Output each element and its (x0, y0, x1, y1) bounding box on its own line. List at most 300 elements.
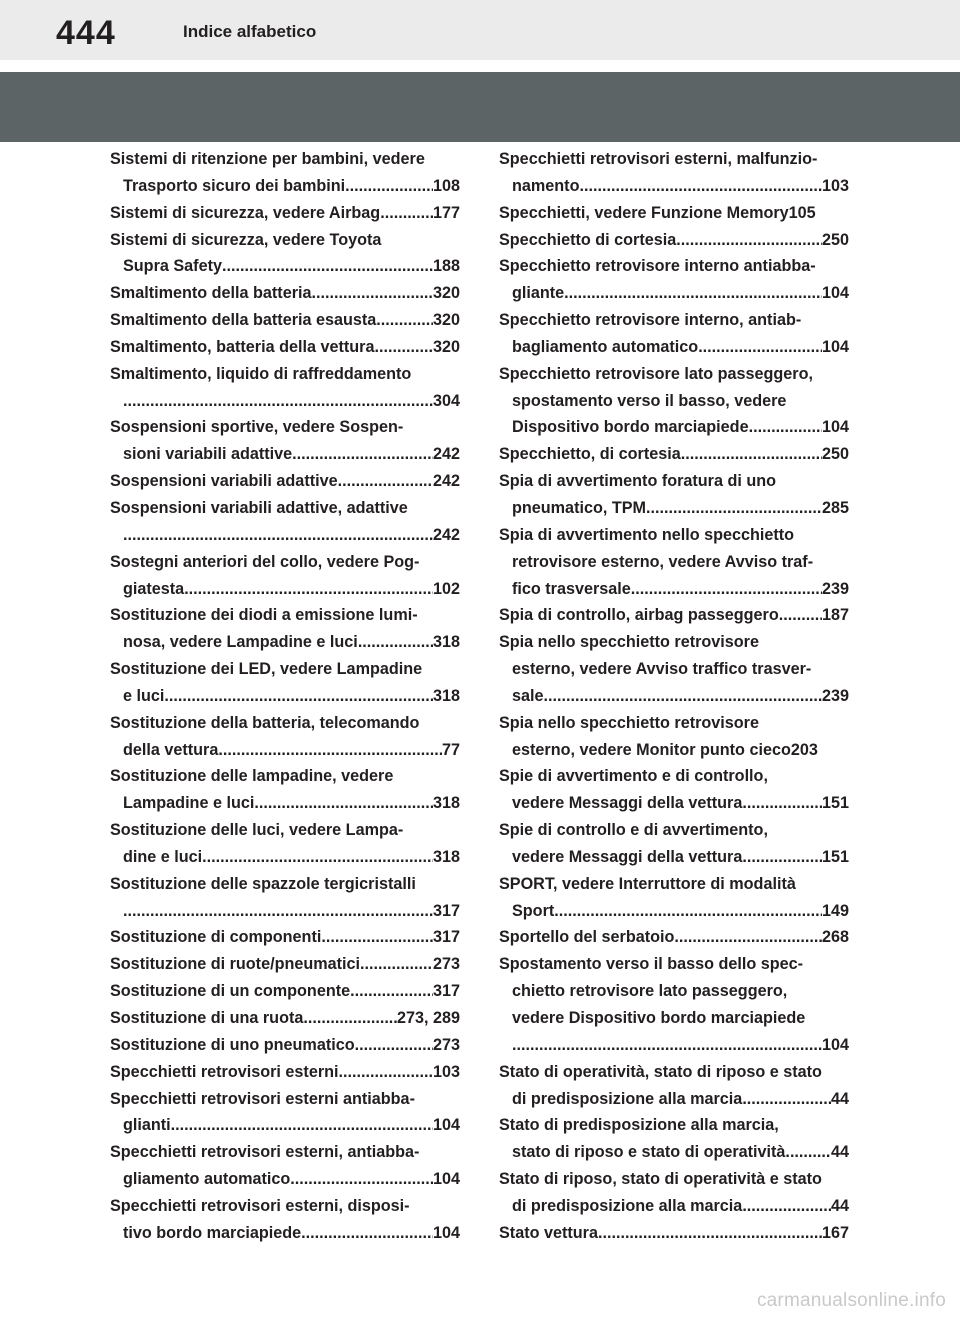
index-entry-line (499, 1005, 849, 1032)
page-reference: 242 (432, 445, 460, 464)
dot-leader (698, 334, 822, 361)
index-entry-line (110, 790, 460, 817)
index-entry-line (499, 307, 849, 334)
page-reference: 242 (432, 525, 460, 544)
index-entry-line (499, 1193, 849, 1220)
page-reference: 268 (821, 928, 849, 947)
page-reference: 188 (432, 257, 460, 276)
page-number: 444 (56, 14, 116, 52)
entry-text: Sistemi di sicurezza, vedere Toyota (110, 230, 382, 249)
entry-text: Specchietto retrovisore lato passeggero, (499, 364, 813, 383)
index-entry (499, 522, 849, 603)
dot-leader (564, 280, 822, 307)
entry-text: gliamento automatico (123, 1170, 291, 1189)
entry-text: Stato di riposo, stato di operatività e stato (499, 1170, 822, 1189)
index-entry-line (110, 898, 460, 925)
entry-text: pneumatico, TPM (512, 498, 647, 517)
index-entry-line (110, 441, 460, 468)
section-title: Indice alfabetico (183, 22, 317, 41)
dot-leader (350, 978, 433, 1005)
index-entry-line (499, 522, 849, 549)
entry-text: Sostituzione della batteria, telecomando (110, 713, 420, 732)
index-entry-line (499, 253, 849, 280)
dot-leader (742, 1193, 831, 1220)
index-entry-line (499, 227, 849, 254)
index-entry (110, 227, 460, 281)
index-entry (499, 1166, 849, 1220)
index-entry-line (499, 656, 849, 683)
index-entry (110, 1193, 460, 1247)
index-entry (499, 253, 849, 307)
index-entry (110, 817, 460, 871)
dot-leader (790, 1139, 831, 1166)
index-entry (499, 441, 849, 468)
entry-text: Specchietto, di cortesia (499, 445, 681, 464)
page-reference: 151 (821, 794, 849, 813)
dot-leader (292, 441, 433, 468)
entry-text: Trasporto sicuro dei bambini (123, 176, 346, 195)
dot-leader (290, 1166, 433, 1193)
index-entry-line (499, 1112, 849, 1139)
entry-text: Specchietto retrovisore interno, antiab- (499, 311, 802, 330)
dot-leader (360, 951, 433, 978)
dot-leader (222, 253, 433, 280)
index-entry (499, 200, 849, 227)
index-entry-line (110, 522, 460, 549)
index-entry (110, 1005, 460, 1032)
dot-leader (374, 334, 433, 361)
index-entry-line (110, 146, 460, 173)
index-entry-line (110, 656, 460, 683)
index-entry-line (110, 468, 460, 495)
index-entry (499, 951, 849, 1058)
index-entry-line (499, 468, 849, 495)
page-reference: 167 (821, 1223, 849, 1242)
entry-text: Sistemi di sicurezza, vedere Airbag (110, 203, 381, 222)
index-entry-line (110, 549, 460, 576)
index-entry-line (499, 1166, 849, 1193)
entry-text: Sospensioni variabili adattive, adattive (110, 498, 408, 517)
index-entry-line (499, 790, 849, 817)
entry-text: Smaltimento, liquido di raffreddamento (110, 364, 412, 383)
index-entry (499, 146, 849, 200)
index-entry-line (110, 924, 460, 951)
index-entry-line (499, 441, 849, 468)
index-entry-line (110, 388, 460, 415)
page-reference: 304 (432, 391, 460, 410)
entry-text: Specchietti retrovisori esterni antiabba- (110, 1089, 415, 1108)
entry-text: spostamento verso il basso, vedere (512, 391, 787, 410)
entry-text: fico trasversale (512, 579, 631, 598)
dot-leader (676, 227, 822, 254)
page-reference: 44 (830, 1143, 849, 1162)
dot-leader (779, 602, 822, 629)
entry-text: Dispositivo bordo marciapiede (512, 418, 749, 437)
index-entry-line (110, 173, 460, 200)
index-entry-line (110, 978, 460, 1005)
dot-leader (339, 1059, 433, 1086)
index-entry-line (499, 361, 849, 388)
index-entry-line (499, 173, 849, 200)
dot-leader (380, 200, 433, 227)
entry-text: Sistemi di ritenzione per bambini, vedere (110, 150, 425, 168)
page-reference: 317 (432, 928, 460, 947)
index-entry-line (499, 1032, 849, 1059)
entry-text: Smaltimento della batteria esausta (110, 311, 377, 330)
entry-text: namento (512, 176, 580, 195)
entry-text: Spostamento verso il basso dello spec- (499, 955, 804, 974)
entry-text: Smaltimento della batteria (110, 284, 312, 303)
page-reference: 104 (432, 1170, 460, 1189)
index-entry (110, 361, 460, 415)
page-reference: 151 (821, 847, 849, 866)
index-entry (499, 1059, 849, 1113)
entry-text: di predisposizione alla marcia (512, 1089, 743, 1108)
entry-text: gliante (512, 284, 565, 303)
index-entry (499, 227, 849, 254)
entry-text: Sostituzione di uno pneumatico (110, 1035, 355, 1054)
index-entry-line (110, 1086, 460, 1113)
index-entry (110, 1032, 460, 1059)
dot-leader (355, 1032, 433, 1059)
index-entry-line (499, 871, 849, 898)
index-entry-line (110, 1139, 460, 1166)
page-reference: 44 (830, 1196, 849, 1215)
entry-text: Sostituzione di un componente (110, 982, 351, 1001)
entry-text: Sostituzione dei LED, vedere Lampadine (110, 660, 423, 679)
index-column-right (499, 146, 849, 1247)
index-entry (110, 1086, 460, 1140)
index-entry (499, 629, 849, 710)
entry-text: Stato vettura (499, 1223, 598, 1242)
index-entry-line (499, 924, 849, 951)
entry-text: Sostituzione delle spazzole tergicristalli (110, 874, 416, 893)
index-entry (499, 602, 849, 629)
entry-text: SPORT, vedere Interruttore di modalità (499, 874, 796, 893)
page-reference: 318 (432, 794, 460, 813)
index-entry (499, 924, 849, 951)
index-entry-line (110, 951, 460, 978)
index-entry-line (499, 1086, 849, 1113)
index-entry (110, 200, 460, 227)
dot-leader (345, 173, 433, 200)
entry-text: Spia di controllo, airbag passeggero (499, 606, 779, 625)
page-reference: 104 (821, 418, 849, 437)
index-entry (499, 361, 849, 442)
index-entry-line (110, 361, 460, 388)
index-entry-line (499, 602, 849, 629)
index-entry-line (110, 1220, 460, 1247)
entry-text: chietto retrovisore lato passeggero, (512, 982, 788, 1001)
entry-text: stato di riposo e stato di operatività. (512, 1143, 790, 1162)
index-entry-line (110, 576, 460, 603)
index-entry-line (110, 1059, 460, 1086)
entry-text: Spie di controllo e di avvertimento, (499, 821, 768, 840)
dot-leader (674, 924, 822, 951)
entry-text: vedere Dispositivo bordo marciapiede (512, 1009, 806, 1027)
entry-text: Stato di predisposizione alla marcia, (499, 1116, 779, 1135)
entry-text: esterno, vedere Avviso traffico trasver- (512, 660, 812, 679)
page-reference: 177 (432, 203, 460, 222)
entry-text: Spia nello specchietto retrovisore (499, 633, 759, 652)
page-reference: 108 (432, 176, 460, 195)
entry-text: sale (512, 686, 544, 705)
index-entry (110, 951, 460, 978)
page-reference: 273 (432, 1035, 460, 1054)
entry-text: della vettura (123, 740, 219, 759)
dot-leader (749, 414, 822, 441)
dot-leader (123, 522, 433, 549)
page-reference: 317 (432, 901, 460, 920)
index-entry-line (499, 549, 849, 576)
dot-leader (554, 898, 822, 925)
page-reference: 104 (821, 337, 849, 356)
index-entry-line (499, 898, 849, 925)
index-entry-line (499, 1220, 849, 1247)
entry-text: bagliamento automatico (512, 337, 699, 356)
entry-text: Specchietti retrovisori esterni (110, 1062, 339, 1081)
index-entry-line (110, 1112, 460, 1139)
index-entry-line (110, 871, 460, 898)
index-entry (499, 710, 849, 764)
entry-text: Specchietti retrovisori esterni, antiabba- (110, 1143, 420, 1162)
entry-text: Sportello del serbatoio (499, 928, 675, 947)
index-entry (110, 549, 460, 603)
index-entry (499, 817, 849, 871)
entry-text: Sospensioni sportive, vedere Sospen- (110, 418, 404, 437)
entry-text: Stato di operatività, stato di riposo e stato (499, 1062, 822, 1081)
index-entry-line (499, 817, 849, 844)
entry-text: di predisposizione alla marcia (512, 1196, 743, 1215)
index-entry-line (110, 1032, 460, 1059)
entry-text: Specchietti retrovisori esterni, malfunzio- (499, 150, 818, 168)
index-entry (110, 871, 460, 925)
index-entry (499, 307, 849, 361)
dot-leader (742, 790, 822, 817)
index-entry-line (110, 629, 460, 656)
dot-leader (358, 629, 433, 656)
entry-text: Sostituzione di componenti (110, 928, 322, 947)
page-reference: 149 (821, 901, 849, 920)
index-entry-line (499, 576, 849, 603)
index-entry (110, 495, 460, 549)
entry-text: Spie di avvertimento e di controllo, (499, 767, 768, 786)
index-entry-line (499, 414, 849, 441)
index-entry (110, 146, 460, 200)
dot-leader (312, 280, 433, 307)
index-entry-line (110, 1193, 460, 1220)
index-entry-line (110, 1005, 460, 1032)
index-entry-line (110, 227, 460, 254)
dot-leader (301, 1220, 433, 1247)
index-entry-line (499, 629, 849, 656)
dot-leader (646, 495, 822, 522)
entry-text: Supra Safety (123, 257, 222, 276)
page-reference: 318 (432, 847, 460, 866)
index-entry (110, 924, 460, 951)
index-entry (110, 468, 460, 495)
page-reference: 104 (432, 1223, 460, 1242)
dot-leader (184, 576, 433, 603)
entry-text: vedere Messaggi della vettura (512, 794, 743, 813)
entry-text: Sostituzione delle luci, vedere Lampa- (110, 821, 404, 840)
index-entry-line (499, 683, 849, 710)
dot-leader (598, 1220, 822, 1247)
index-entry-line (110, 414, 460, 441)
entry-text: Smaltimento, batteria della vettura (110, 337, 375, 356)
page-reference: 242 (432, 472, 460, 491)
entry-text: Sport (512, 901, 555, 920)
index-entry-line (499, 146, 849, 173)
dot-leader (742, 1086, 831, 1113)
entry-text: Spia di avvertimento nello specchietto (499, 525, 795, 544)
entry-text: Sostituzione di ruote/pneumatici (110, 955, 361, 974)
dot-leader (171, 1112, 433, 1139)
index-entry-line (499, 334, 849, 361)
page-reference: 320 (432, 337, 460, 356)
entry-text: Sostegni anteriori del collo, vedere Pog- (110, 552, 420, 571)
page-reference: 273 (432, 955, 460, 974)
index-entry (499, 1220, 849, 1247)
dot-leader (303, 1005, 397, 1032)
index-entry (110, 1059, 460, 1086)
index-entry (110, 280, 460, 307)
index-entry-line (110, 307, 460, 334)
index-entry-line (110, 683, 460, 710)
page-reference: 44 (830, 1089, 849, 1108)
page-reference: 104 (821, 284, 849, 303)
entry-text: tivo bordo marciapiede (123, 1223, 302, 1242)
index-entry (110, 656, 460, 710)
page-reference: 250 (821, 445, 849, 464)
dot-leader (681, 441, 822, 468)
page-reference: 318 (432, 633, 460, 652)
index-entry-line (110, 1166, 460, 1193)
index-entry (110, 1139, 460, 1193)
entry-text: giatesta (123, 579, 185, 598)
header-bar (0, 0, 960, 60)
index-entry-line (110, 710, 460, 737)
dot-leader (376, 307, 433, 334)
index-entry-line (110, 763, 460, 790)
index-entry-line (499, 280, 849, 307)
entry-text: Specchietto di cortesia (499, 230, 677, 249)
dot-leader (512, 1032, 822, 1059)
index-entry (110, 414, 460, 468)
entry-text: Specchietti retrovisori esterni, disposi- (110, 1196, 410, 1215)
entry-text: Spia di avvertimento foratura di uno (499, 472, 777, 491)
page-reference: 104 (821, 1035, 849, 1054)
dot-leader (742, 844, 822, 871)
entry-text: vedere Messaggi della vettura (512, 847, 743, 866)
entry-text: esterno, vedere Monitor punto cieco203 (512, 740, 818, 759)
index-entry (499, 871, 849, 925)
index-entry (110, 710, 460, 764)
dot-leader (338, 468, 433, 495)
index-entry (110, 978, 460, 1005)
index-entry-line (110, 844, 460, 871)
dot-leader (123, 898, 433, 925)
entry-text: Sostituzione delle lampadine, vedere (110, 767, 394, 786)
dot-leader (218, 737, 442, 764)
index-entry-line (499, 200, 849, 227)
page-reference: 103 (821, 176, 849, 195)
entry-text: dine e luci (123, 847, 203, 866)
dot-leader (579, 173, 822, 200)
index-column-left (110, 146, 460, 1247)
page-reference: 318 (432, 686, 460, 705)
entry-text: Lampadine e luci (123, 794, 255, 813)
index-entry-line (110, 817, 460, 844)
page-reference: 320 (432, 284, 460, 303)
dot-leader (631, 576, 822, 603)
entry-text: retrovisore esterno, vedere Avviso traf- (512, 552, 814, 571)
entry-text: Sostituzione di una ruota (110, 1009, 304, 1027)
index-entry-line (499, 1059, 849, 1086)
entry-text: Specchietti, vedere Funzione Memory105 (499, 203, 816, 222)
index-entry (499, 1112, 849, 1166)
index-entry-line (499, 495, 849, 522)
entry-text: nosa, vedere Lampadine e luci (123, 633, 358, 652)
dot-leader (202, 844, 433, 871)
index-entry (499, 763, 849, 817)
entry-text: Specchietto retrovisore interno antiabba- (499, 257, 816, 276)
dot-leader (321, 924, 433, 951)
index-entry-line (110, 200, 460, 227)
index-entry-line (499, 978, 849, 1005)
index-entry-line (499, 844, 849, 871)
dot-leader (164, 683, 433, 710)
page-reference: 239 (821, 579, 849, 598)
page-reference: 285 (821, 498, 849, 517)
index-entry-line (110, 253, 460, 280)
index-entry (499, 468, 849, 522)
dot-leader (123, 388, 433, 415)
index-entry-line (110, 280, 460, 307)
index-entry-line (110, 737, 460, 764)
index-entry (110, 307, 460, 334)
entry-text: Spia nello specchietto retrovisore (499, 713, 759, 732)
index-entry-line (499, 951, 849, 978)
index-entry-line (499, 710, 849, 737)
entry-text: Sostituzione dei diodi a emissione lumi- (110, 606, 418, 625)
entry-text: e luci (123, 686, 165, 705)
entry-text: sioni variabili adattive (123, 445, 293, 464)
index-entry (110, 334, 460, 361)
index-entry-line (499, 388, 849, 415)
index-entry-line (110, 495, 460, 522)
page-reference: 103 (432, 1062, 460, 1081)
entry-text: Sospensioni variabili adattive (110, 472, 338, 491)
index-entry-line (499, 1139, 849, 1166)
page-reference: 250 (821, 230, 849, 249)
index-entry-line (499, 763, 849, 790)
index-entry-line (110, 334, 460, 361)
page-reference: 187 (821, 606, 849, 625)
dot-leader (254, 790, 433, 817)
page-reference: 273, 289 (396, 1009, 460, 1027)
index-entry-line (110, 602, 460, 629)
page-reference: 102 (432, 579, 460, 598)
index-entry-line (499, 737, 849, 764)
page-reference: 320 (432, 311, 460, 330)
page-reference: 239 (821, 686, 849, 705)
page-reference: 104 (432, 1116, 460, 1135)
index-entry (110, 602, 460, 656)
page-reference: 317 (432, 982, 460, 1001)
watermark: carmanualsonline.info (756, 1290, 946, 1311)
header-band (0, 72, 960, 142)
